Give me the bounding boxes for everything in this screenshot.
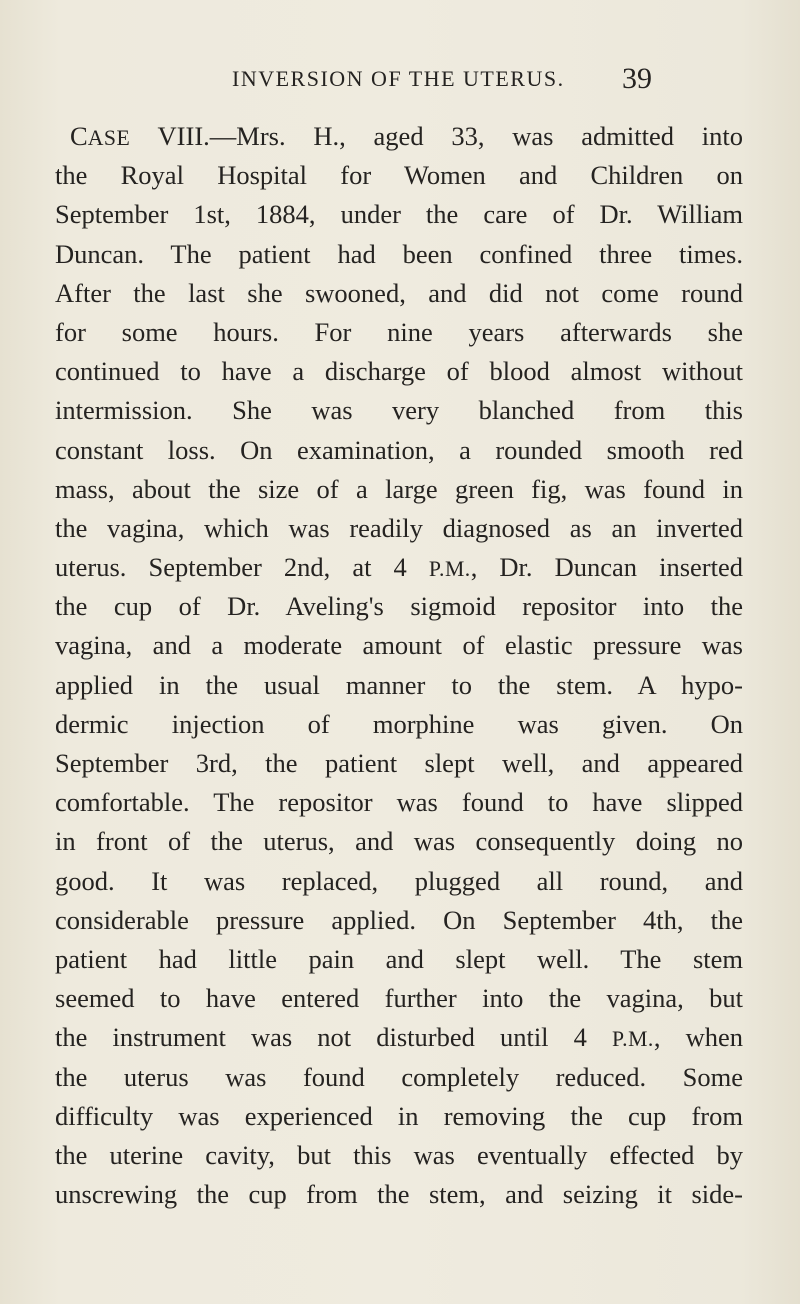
text-line: After the last she swooned, and did not come round — [55, 277, 743, 308]
text-line: mass, about the size of a large green fig, was found in — [55, 473, 743, 504]
text-line: considerable pressure applied. On September 4th, the — [55, 904, 743, 935]
page-header — [0, 62, 800, 102]
text-line: comfortable. The repositor was found to have slipped — [55, 787, 743, 818]
text-line: patient had little pain and slept well. The stem — [55, 943, 743, 974]
page-number: 39 — [622, 62, 652, 95]
text-line: good. It was replaced, plugged all round, and — [55, 865, 743, 896]
case-paragraph — [55, 117, 743, 1214]
text-line: September 3rd, the patient slept well, and appeared — [55, 748, 743, 778]
text-line: for some hours. For nine years afterwards she — [55, 316, 743, 347]
running-title: INVERSION OF THE UTERUS. — [232, 66, 565, 91]
text-line: intermission. She was very blanched from this — [55, 395, 743, 426]
text-line: uterus. September 2nd, at 4 P.M., Dr. Duncan inserted — [55, 552, 743, 583]
text-line: the Royal Hospital for Women and Children on — [55, 160, 743, 191]
text-line: difficulty was experienced in removing the cup from — [55, 1100, 743, 1131]
text-line: vagina, and a moderate amount of elastic pressure was — [55, 630, 743, 661]
text-line: the instrument was not disturbed until 4 P.M., when — [55, 1022, 743, 1053]
text-line: applied in the usual manner to the stem. A hypo- — [55, 669, 743, 700]
text-line: Duncan. The patient had been confined three times. — [55, 238, 743, 269]
text-line: the uterus was found completely reduced. Some — [55, 1061, 743, 1092]
text-line: continued to have a discharge of blood almost without — [55, 356, 743, 387]
text-line: the vagina, which was readily diagnosed as an inverted — [55, 512, 743, 543]
text-line: seemed to have entered further into the vagina, but — [55, 983, 743, 1014]
text-line: in front of the uterus, and was consequently doing no — [55, 826, 743, 857]
text-line: the cup of Dr. Aveling's sigmoid repositor into the — [55, 591, 743, 622]
text-line: unscrewing the cup from the stem, and seizing it side- — [55, 1179, 743, 1210]
text-line: the uterine cavity, but this was eventually effected by — [55, 1139, 743, 1170]
text-line: CASE VIII.—Mrs. H., aged 33, was admitted into — [70, 121, 743, 151]
text-line: dermic injection of morphine was given. On — [55, 708, 743, 739]
text-line: constant loss. On examination, a rounded smooth red — [55, 434, 743, 465]
text-line: September 1st, 1884, under the care of Dr. William — [55, 199, 743, 230]
